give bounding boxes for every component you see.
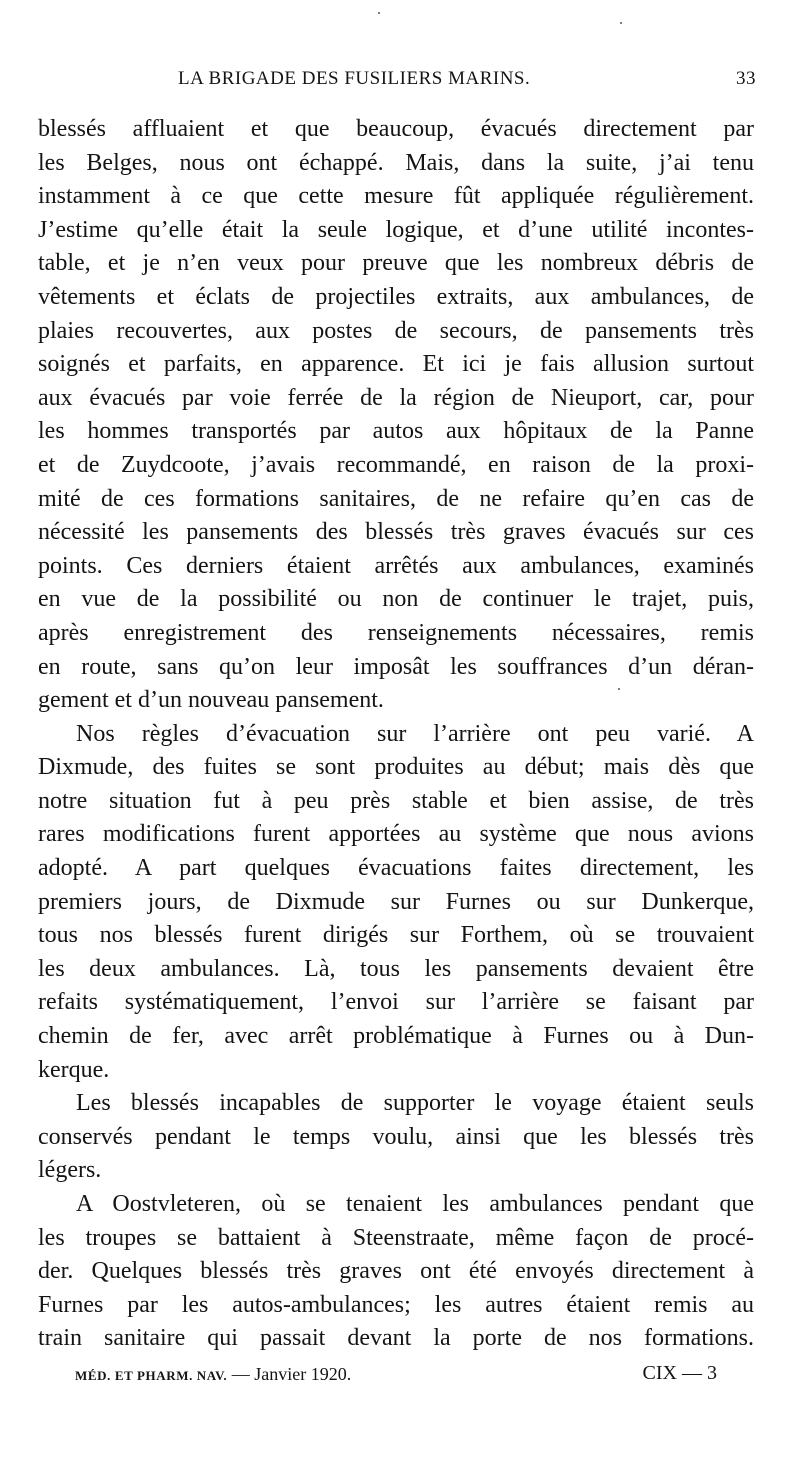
text-line: blessés affluaient et que beaucoup, évacués directement par (38, 116, 754, 142)
text-line: nécessité les pansements des blessés très graves évacués sur ces (38, 519, 754, 546)
text-line: les troupes se battaient à Steenstraate, même façon de procé- (38, 1224, 754, 1251)
text-line: et de Zuydcoote, j’avais recommandé, en raison de la proxi- (38, 451, 754, 478)
page-number: 33 (736, 68, 756, 89)
text-line: gement et d’un nouveau pansement. (38, 687, 384, 714)
text-line: les Belges, nous ont échappé. Mais, dans la suite, j’ai tenu (38, 149, 754, 176)
text-line: premiers jours, de Dixmude sur Furnes ou sur Dunkerque, (38, 888, 754, 915)
text-line: en route, sans qu’on leur imposât les souffrances d’un déran- (38, 653, 754, 680)
text-line: points. Ces derniers étaient arrêtés aux ambulances, examinés (38, 552, 754, 579)
text-line: en vue de la possibilité ou non de continuer le trajet, puis, (38, 586, 754, 613)
text-line: mité de ces formations sanitaires, de ne refaire qu’en cas de (38, 485, 754, 512)
running-head (48, 68, 756, 98)
body-text (38, 113, 754, 1356)
text-line: train sanitaire qui passait devant la porte de nos formations. (38, 1325, 754, 1352)
text-line: Nos règles d’évacuation sur l’arrière ont peu varié. A (76, 720, 754, 747)
paper-speck (620, 22, 622, 24)
text-line: chemin de fer, avec arrêt problématique à Furnes ou à Dun- (38, 1023, 754, 1050)
text-line: J’estime qu’elle était la seule logique, et d’une utilité incontes- (38, 216, 754, 243)
text-line: les deux ambulances. Là, tous les pansements devaient être (38, 955, 754, 982)
text-line: A Oostvleteren, où se tenaient les ambulances pendant que (76, 1191, 754, 1217)
paper-speck (378, 12, 380, 14)
paper-speck (618, 688, 620, 690)
page-footer (75, 1362, 717, 1392)
text-line: vêtements et éclats de projectiles extraits, aux ambulances, de (38, 283, 754, 310)
footer-signature: CIX — 3 (642, 1362, 717, 1384)
text-line: table, et je n’en veux pour preuve que les nombreux débris de (38, 250, 754, 277)
text-line: les hommes transportés par autos aux hôpitaux de la Panne (38, 418, 754, 445)
text-line: légers. (38, 1157, 102, 1184)
text-line: plaies recouvertes, aux postes de secours, de pansements très (38, 317, 754, 344)
text-line: refaits systématiquement, l’envoi sur l’arrière se faisant par (38, 989, 754, 1016)
running-head-title: LA BRIGADE DES FUSILIERS MARINS. (178, 68, 531, 89)
text-line: rares modifications furent apportées au système que nous avions (38, 821, 754, 848)
text-line: kerque. (38, 1056, 110, 1083)
text-line: notre situation fut à peu près stable et bien assise, de très (38, 787, 754, 814)
text-line: instamment à ce que cette mesure fût appliquée régulièrement. (38, 183, 754, 210)
text-line: Furnes par les autos-ambulances; les autres étaient remis au (38, 1291, 754, 1318)
text-line: après enregistrement des renseignements nécessaires, remis (38, 619, 754, 646)
footer-date: — Janvier 1920. (231, 1364, 352, 1384)
text-line: Dixmude, des fuites se sont produites au début; mais dès que (38, 754, 754, 781)
text-line: tous nos blessés furent dirigés sur Forthem, où se trouvaient (38, 922, 754, 949)
text-line: Les blessés incapables de supporter le voyage étaient seuls (76, 1090, 754, 1117)
text-line: conservés pendant le temps voulu, ainsi que les blessés très (38, 1123, 754, 1150)
text-line: adopté. A part quelques évacuations faites directement, les (38, 855, 754, 882)
footer-journal: MÉD. ET PHARM. NAV. (75, 1368, 228, 1383)
text-line: aux évacués par voie ferrée de la région de Nieuport, car, pour (38, 384, 754, 411)
text-line: der. Quelques blessés très graves ont été envoyés directement à (38, 1258, 754, 1285)
footer-citation (75, 1364, 351, 1385)
text-line: soignés et parfaits, en apparence. Et ici je fais allusion surtout (38, 351, 754, 378)
